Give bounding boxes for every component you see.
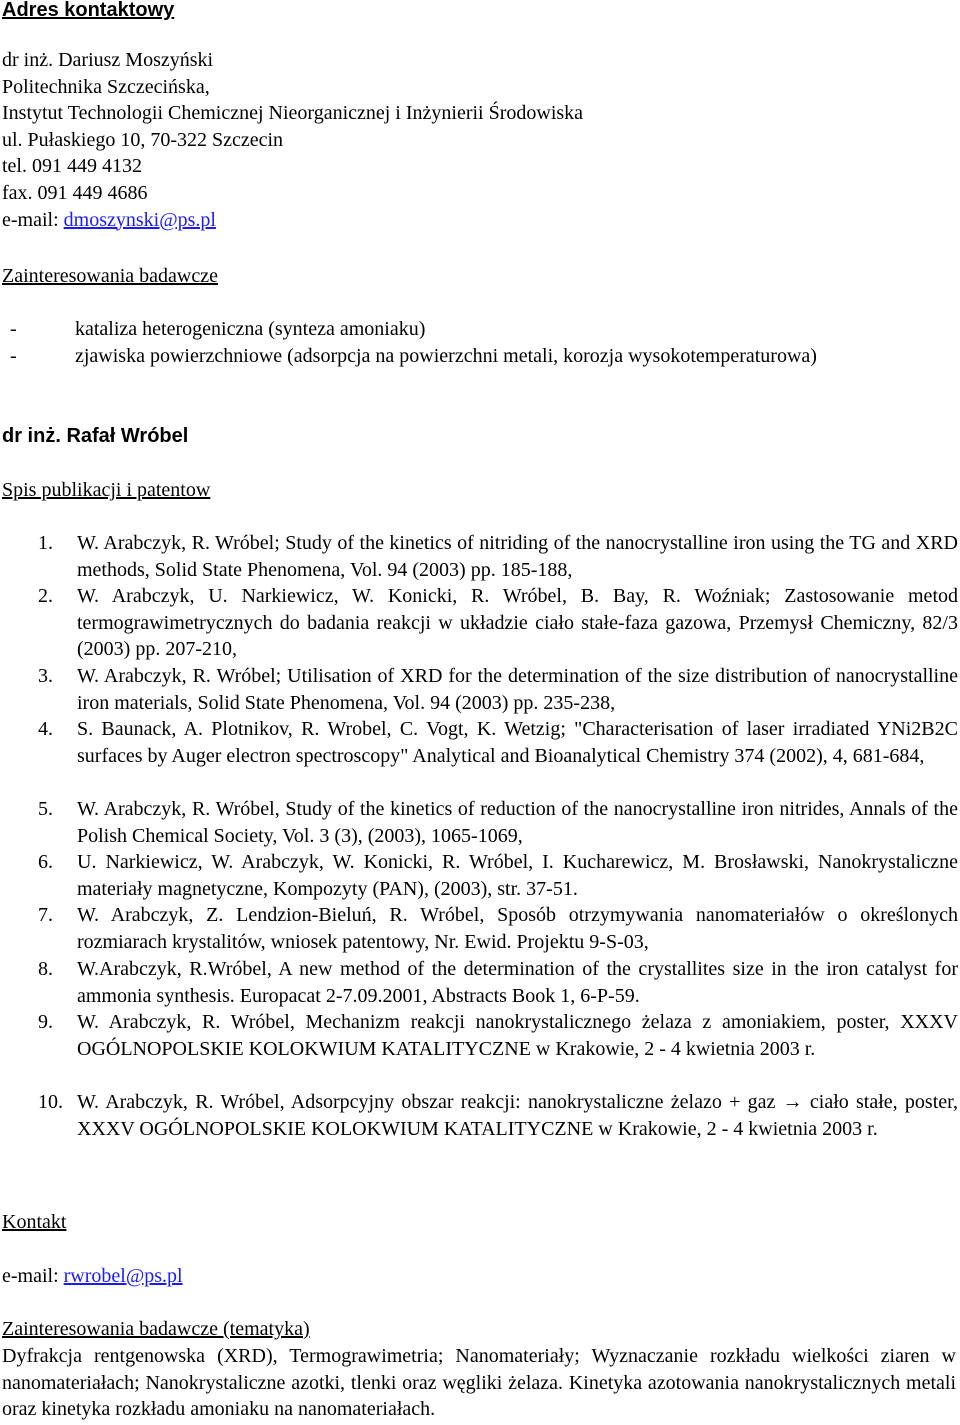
email-label: e-mail:	[2, 1265, 64, 1287]
publication-item	[2, 583, 958, 663]
publication-text: W. Arabczyk, U. Narkiewicz, W. Konicki, R. Wróbel, B. Bay, R. Woźniak; Zastosowanie metod termograwimetrycznych do badania reakcji w układzie ciało stałe-faza gazowa, Przemysł Chemiczny, 82/3 (2003) pp. 207-210,	[77, 585, 958, 661]
interests-heading: Zainteresowania badawcze	[2, 265, 218, 287]
contact-email-row	[2, 207, 583, 234]
contact-fax: fax. 091 449 4686	[2, 181, 148, 204]
contact-line: dr inż. Dariusz Moszyński	[2, 49, 214, 71]
interest-text: kataliza heterogeniczna (synteza amoniaku)	[75, 318, 426, 340]
publication-number: 7.	[38, 904, 53, 926]
email-link[interactable]: dmoszynski@ps.pl	[63, 208, 216, 231]
publication-text: W. Arabczyk, R. Wróbel, Adsorpcyjny obszar reakcji: nanokrystaliczne żelazo + gaz → ciało stałe, poster, XXXV OGÓLNOPOLSKIE KOLOKWIUM KATALITYCZNE w Krakowie, 2 - 4 kwietnia 2003 r.	[77, 1091, 958, 1140]
publication-item	[2, 1089, 958, 1142]
contact-phone: tel. 091 449 4132	[2, 155, 142, 178]
publication-number: 4.	[38, 718, 53, 740]
contact2-heading: Kontakt	[2, 1211, 67, 1233]
contact-address-block	[2, 47, 583, 233]
publication-text: S. Baunack, A. Plotnikov, R. Wrobel, C. Vogt, K. Wetzig; "Characterisation of laser irradiated YNi2B2C surfaces by Auger electron spectroscopy" Analytical and Bioanalytical Chemistry 374 (2002), 4, 681-684,	[77, 718, 958, 767]
publication-number: 3.	[38, 665, 53, 687]
publication-text: W. Arabczyk, Z. Lendzion-Bieluń, R. Wróbel, Sposób otrzymywania nanomateriałów o określonych rozmiarach krystalitów, wniosek patentowy, Nr. Ewid. Projektu 9-S-03,	[77, 904, 958, 953]
publication-number: 5.	[38, 798, 53, 820]
contact2-email-row	[2, 1263, 183, 1290]
publication-text: W. Arabczyk, R. Wróbel; Study of the kinetics of nitriding of the nanocrystalline iron using the TG and XRD methods, Solid State Phenomena, Vol. 94 (2003) pp. 185-188,	[77, 532, 958, 581]
publication-text: U. Narkiewicz, W. Arabczyk, W. Konicki, R. Wróbel, I. Kucharewicz, M. Brosławski, Nanokrystaliczne materiały magnetyczne, Kompozyty (PAN), (2003), str. 37-51.	[77, 851, 958, 900]
publication-number: 2.	[38, 585, 53, 607]
publication-number: 6.	[38, 851, 53, 873]
publication-number: 10.	[38, 1091, 63, 1113]
bullet-dash: -	[10, 345, 17, 367]
contact-line: Politechnika Szczecińska,	[2, 75, 210, 98]
bullet-dash: -	[10, 318, 17, 340]
publications-heading: Spis publikacji i patentow	[2, 479, 211, 501]
publication-text: W. Arabczyk, R. Wróbel, Mechanizm reakcji nanokrystalicznego żelaza z amoniakiem, poster, XXXV OGÓLNOPOLSKIE KOLOKWIUM KATALITYCZNE w Krakowie, 2 - 4 kwietnia 2003 r.	[77, 1011, 958, 1060]
interest-text: zjawiska powierzchniowe (adsorpcja na powierzchni metali, korozja wysokotemperaturowa)	[75, 345, 817, 367]
contact-heading: Adres kontaktowy	[2, 0, 175, 21]
publication-text: W. Arabczyk, R. Wróbel; Utilisation of XRD for the determination of the size distribution of nanocrystalline iron materials, Solid State Phenomena, Vol. 94 (2003) pp. 235-238,	[77, 665, 958, 714]
publication-text: W. Arabczyk, R. Wróbel, Study of the kinetics of reduction of the nanocrystalline iron nitrides, Annals of the Polish Chemical Society, Vol. 3 (3), (2003), 1065-1069,	[77, 798, 958, 847]
publication-item	[2, 849, 958, 902]
person-name: dr inż. Rafał Wróbel	[2, 425, 189, 447]
publication-item	[2, 902, 958, 955]
contact-line: ul. Pułaskiego 10, 70-322 Szczecin	[2, 128, 284, 151]
publication-number: 8.	[38, 958, 53, 980]
publication-item	[2, 716, 958, 769]
publication-text: W.Arabczyk, R.Wróbel, A new method of the determination of the crystallites size in the iron catalyst for ammonia synthesis. Europacat 2-7.09.2001, Abstracts Book 1, 6-P-59.	[77, 958, 958, 1007]
contact-line: Instytut Technologii Chemicznej Nieorganicznej i Inżynierii Środowiska	[2, 102, 584, 125]
email-label: e-mail:	[2, 208, 64, 231]
publication-item	[2, 1009, 958, 1062]
email-link[interactable]: rwrobel@ps.pl	[63, 1265, 183, 1287]
publication-item	[2, 796, 958, 849]
publication-number: 1.	[38, 532, 53, 554]
publication-item	[2, 956, 958, 1009]
publication-number: 9.	[38, 1011, 53, 1033]
interests2-text: Dyfrakcja rentgenowska (XRD), Termograwimetria; Nanomateriały; Wyznaczanie rozkładu wielkości ziaren w nanomateriałach; Nanokrystaliczne azotki, tlenki oraz węgliki żelaza. Kinetyka azotowania nanokrystalicznych metali oraz kinetyka rozkładu amoniaku na nanomateriałach.	[2, 1345, 956, 1421]
publication-item	[2, 530, 958, 583]
publication-item	[2, 663, 958, 716]
interests2-heading: Zainteresowania badawcze (tematyka)	[2, 1318, 310, 1340]
